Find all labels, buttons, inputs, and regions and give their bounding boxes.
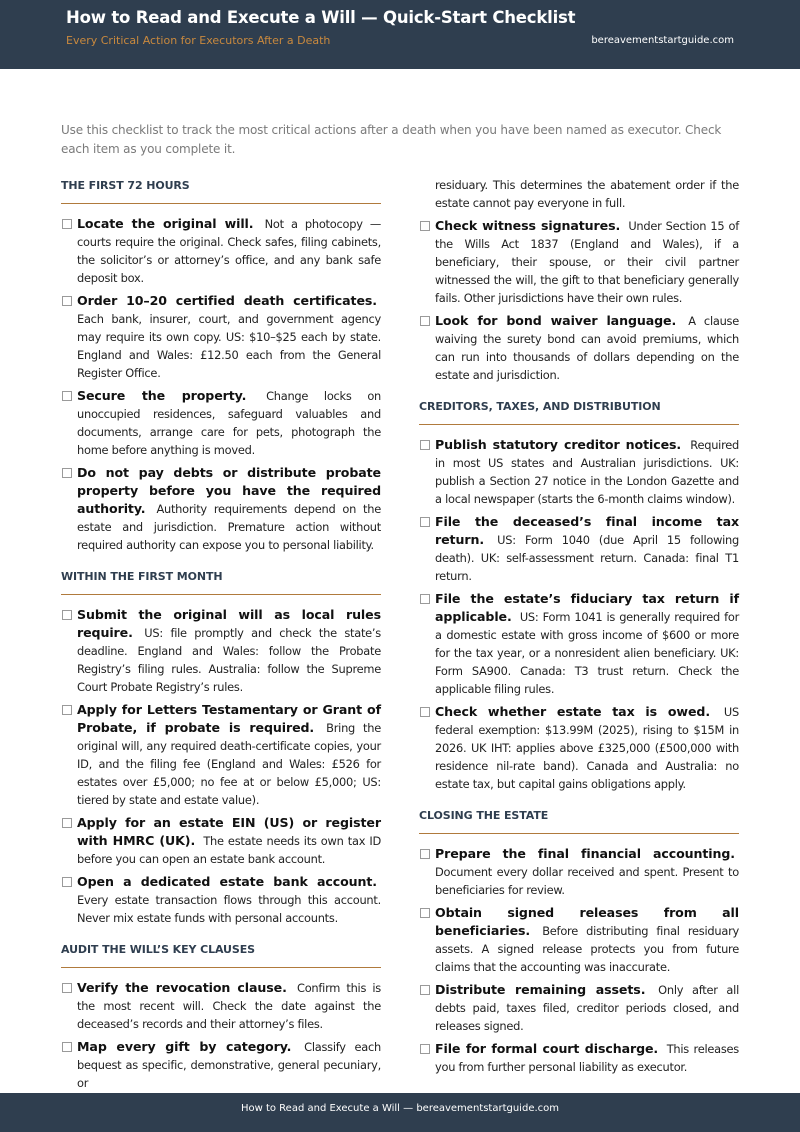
item-body: Authority requirements depend on the estate and jurisdiction. Premature action without required authority can expose you to personal liability.: [77, 502, 381, 552]
checkbox[interactable]: [420, 221, 430, 231]
checkbox[interactable]: [62, 391, 72, 401]
item-title: Check witness signatures.: [435, 218, 621, 233]
checkbox[interactable]: [420, 985, 430, 995]
section-key-clauses-continued: [419, 176, 739, 384]
checklist-item[interactable]: [419, 436, 739, 508]
section-heading: THE FIRST 72 HOURS: [61, 177, 381, 204]
section-key-clauses: [61, 941, 381, 1092]
item-title: File for formal court discharge.: [435, 1041, 659, 1056]
checklist-item[interactable]: [61, 464, 381, 554]
item-title: Distribute remaining assets.: [435, 982, 646, 997]
item-body: A clause waiving the surety bond can avoid premiums, which can run into thousands of dollars depending on the estate and jurisdiction.: [435, 314, 739, 382]
checkbox[interactable]: [62, 296, 72, 306]
item-title: Check whether estate tax is owed.: [435, 704, 710, 719]
checkbox[interactable]: [420, 517, 430, 527]
item-body: US: file promptly and check the state’s deadline. England and Wales: follow the Probate Registry’s filing rules. Australia: follow the Supreme Court Probate Registry’s rules.: [77, 626, 381, 694]
section-creditors-taxes: [419, 398, 739, 793]
section-heading: CREDITORS, TAXES, AND DISTRIBUTION: [419, 398, 739, 425]
item-title: Open a dedicated estate bank account.: [77, 874, 377, 889]
checklist-item[interactable]: [61, 387, 381, 459]
checkbox[interactable]: [62, 877, 72, 887]
item-body: Change locks on unoccupied residences, safeguard valuables and documents, arrange care for pets, photograph the home before anything is moved.: [77, 389, 382, 457]
item-title: Apply for Letters Testamentary or Grant of Probate, if probate is required.: [77, 702, 381, 735]
page-header: [0, 0, 800, 69]
checkbox[interactable]: [62, 705, 72, 715]
checkbox[interactable]: [62, 610, 72, 620]
item-title: Look for bond waiver language.: [435, 313, 677, 328]
section-first-72-hours: [61, 177, 381, 554]
checklist-item[interactable]: [61, 814, 381, 868]
checkbox[interactable]: [62, 983, 72, 993]
item-title: Obtain signed releases from all beneficiaries.: [435, 905, 739, 938]
item-body: Every estate transaction flows through this account. Never mix estate funds with personal accounts.: [77, 893, 381, 925]
checklist-item[interactable]: [419, 217, 739, 307]
item-body: This releases you from further personal liability as executor.: [435, 1042, 739, 1074]
item-body: Bring the original will, any required death-certificate copies, your ID, and the filing fee (England and Wales: £526 for estates over £5,000; no fee at or below £5,000; US: tiered by state and estate value).: [77, 721, 381, 807]
checklist-item[interactable]: [419, 1040, 739, 1076]
checkbox[interactable]: [420, 707, 430, 717]
right-column: [419, 176, 739, 1090]
document-title: How to Read and Execute a Will — Quick-Start Checklist: [66, 8, 576, 27]
item-title: File the deceased’s final income tax return.: [435, 514, 739, 547]
section-heading: AUDIT THE WILL’S KEY CLAUSES: [61, 941, 381, 968]
item-body: US: Form 1041 is generally required for a domestic estate with gross income of $600 or more for the tax year, or a nonresident alien beneficiary. UK: Form SA900. Canada: T3 trust return. Check the applicable filing rules.: [435, 610, 740, 696]
item-title: Map every gift by category.: [77, 1039, 292, 1054]
item-body: Each bank, insurer, court, and government agency may require its own copy. US: $10–$25 each by state. England and Wales: £12.50 each from the General Register Office.: [77, 312, 381, 380]
item-body: Before distributing final residuary assets. A signed release protects you from future claims that the accounting was inaccurate.: [435, 924, 739, 974]
checklist-item[interactable]: [419, 845, 739, 899]
checkbox[interactable]: [62, 1042, 72, 1052]
item-title: Verify the revocation clause.: [77, 980, 287, 995]
item-title: Apply for an estate EIN (US) or register with HMRC (UK).: [77, 815, 381, 848]
item-body: US federal exemption: $13.99M (2025), rising to $15M in 2026. UK IHT: applies above £325,000 (£500,000 with residence nil-rate band). Canada and Australia: no estate tax, but capital gains obligations apply.: [435, 705, 739, 791]
checkbox[interactable]: [420, 594, 430, 604]
checkbox[interactable]: [420, 440, 430, 450]
checklist-item[interactable]: [419, 513, 739, 585]
checklist-item[interactable]: [419, 981, 739, 1035]
item-title: Do not pay debts or distribute probate property before you have the required authority.: [77, 465, 381, 516]
item-title: Publish statutory creditor notices.: [435, 437, 682, 452]
checkbox[interactable]: [420, 908, 430, 918]
page-footer: [0, 1093, 800, 1132]
document-subtitle: Every Critical Action for Executors After a Death: [66, 34, 331, 47]
item-body: Only after all debts paid, taxes filed, creditor periods closed, and releases signed.: [435, 983, 739, 1033]
item-body: Required in most US states and Australian jurisdictions. UK: publish a Section 27 notice in the London Gazette and a local newspaper (starts the 6-month claims window).: [435, 438, 739, 506]
item-body: The estate needs its own tax ID before you can open an estate bank account.: [77, 834, 381, 866]
checklist-item[interactable]: [61, 215, 381, 287]
footer-text: How to Read and Execute a Will — bereavementstartguide.com: [240, 1103, 560, 1114]
checklist-item[interactable]: [61, 979, 381, 1033]
checkbox[interactable]: [420, 849, 430, 859]
checklist-item[interactable]: [61, 292, 381, 382]
item-body: Classify each bequest as specific, demonstrative, general pecuniary, or: [77, 1040, 381, 1090]
item-title: Prepare the final financial accounting.: [435, 846, 735, 861]
item-body: Document every dollar received and spent. Present to beneficiaries for review.: [435, 865, 739, 897]
checklist-item[interactable]: [419, 904, 739, 976]
section-heading: WITHIN THE FIRST MONTH: [61, 568, 381, 595]
checkbox[interactable]: [62, 818, 72, 828]
checklist-item[interactable]: [61, 1038, 381, 1092]
checkbox[interactable]: [420, 316, 430, 326]
checkbox[interactable]: [62, 219, 72, 229]
intro-text: Use this checklist to track the most critical actions after a death when you have been named as executor. Check each item as you complete it.: [61, 123, 722, 156]
item-body: US: Form 1040 (due April 15 following death). UK: self-assessment return. Canada: final T1 return.: [435, 533, 740, 583]
section-heading: CLOSING THE ESTATE: [419, 807, 739, 834]
checklist-item[interactable]: [419, 703, 739, 793]
header-site-link[interactable]: bereavementstartguide.com: [591, 35, 734, 46]
item-body: Under Section 15 of the Wills Act 1837 (England and Wales), if a beneficiary, their spouse, or their civil partner witnessed the will, the gift to that beneficiary generally fails. Other jurisdictions have their own rules.: [435, 219, 739, 305]
left-column: [61, 177, 381, 1106]
item-body: Confirm this is the most recent will. Check the date against the deceased’s records and their attorney’s files.: [77, 981, 381, 1031]
section-closing-estate: [419, 807, 739, 1076]
item-title: Submit the original will as local rules require.: [77, 607, 381, 640]
checklist-item[interactable]: [61, 701, 381, 809]
checkbox[interactable]: [62, 468, 72, 478]
item-title: Secure the property.: [77, 388, 247, 403]
item-body: Not a photocopy — courts require the original. Check safes, filing cabinets, the solicitor’s or attorney’s office, and any bank safe deposit box.: [77, 217, 381, 285]
checklist-item[interactable]: [419, 312, 739, 384]
checklist-item[interactable]: [61, 873, 381, 927]
checklist-item[interactable]: [419, 590, 739, 698]
item-continuation: residuary. This determines the abatement order if the estate cannot pay everyone in full.: [435, 178, 739, 210]
item-title: Order 10–20 certified death certificates.: [77, 293, 377, 308]
checkbox[interactable]: [420, 1044, 430, 1054]
item-title: File the estate’s fiduciary tax return if applicable.: [435, 591, 739, 624]
checklist-item[interactable]: [61, 606, 381, 696]
item-title: Locate the original will.: [77, 216, 254, 231]
section-first-month: [61, 568, 381, 927]
